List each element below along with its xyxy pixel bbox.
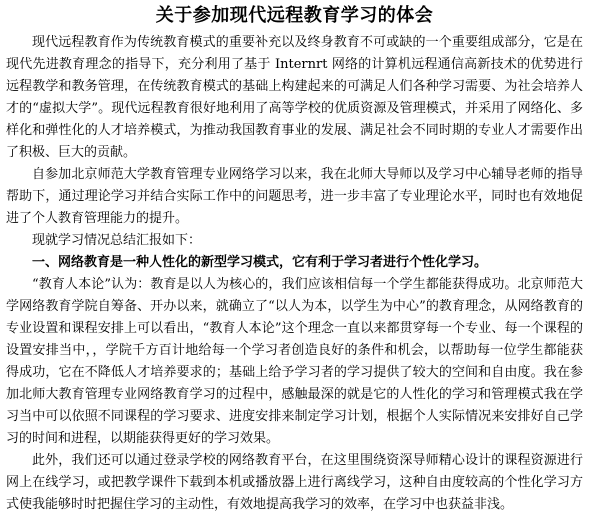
paragraph-summary-lead: 现就学习情况总结汇报如下：: [32, 233, 202, 248]
paragraph-study-background: 自参加北京师范大学教育管理专业网络学习以来，我在北师大导师以及学习中心辅导老师的指导帮助下，通过理论学习并结合实际工作中的问题思考，进一步丰富了专业理论水平，同时也有效地促进了个人教育管理能力的提升。: [6, 167, 583, 226]
section-heading-1: 一、网络教育是一种人性化的新型学习模式，它有利于学习者进行个性化学习。: [32, 255, 488, 270]
paragraph-intro: 现代远程教育作为传统教育模式的重要补充以及终身教育不可或缺的一个重要组成部分，它是在现代先进教育理念的指导下，充分利用了基于 Internrt 网络的计算机远程通信高新技术的优势进行远程教学和教务管理，在传统教育模式的基础上构建起来的可满足人们各种学习需要、为社会培养人才的“虚拟大学”。现代远程教育很好地利用了高等学校的优质资源及管理模式，并采用了网络化、多样化和弹性化的人才培养模式，为推动我国教育事业的发展、满足社会不同时期的专业人才需要作出了积极、巨大的贡献。: [6, 35, 583, 160]
paragraph-section1-more: 此外，我们还可以通过登录学校的网络教育平台，在这里围绕资深导师精心设计的课程资源进行网上在线学习，或把教学课件下载到本机或播放器上进行离线学习，这种自由度较高的个性化学习方式使我能够时时把握住学习的主动性，有效地提高我学习的效率，在学习中也获益非浅。: [6, 453, 583, 512]
document-title: 关于参加现代远程教育学习的体会: [155, 5, 434, 26]
paragraph-section1-body: “教育人本论”认为：教育是以人为核心的，我们应该相信每一个学生都能获得成功。北京师范大学网络教育学院自筹备、开办以来，就确立了“以人为本，以学生为中心”的教育理念，从网络教育的专业设置和课程安排上可以看出，“教育人本论”这个理念一直以来都贯穿每一个专业、每一个课程的设置安排当中，，学院千方百计地给每一个学习者创造良好的条件和机会，以帮助每一位学生都能获得成功，它在不降低人才培养要求的；基础上给予学习者的学习提供了较大的空间和自由度。我在参加北师大教育管理专业网络教育学习的过程中，感触最深的就是它的人性化的学习和管理模式我在学习当中可以依照不同课程的学习要求、进度安排来制定学习计划，根据个人实际情况来安排好自己学习的时间和进程，以期能获得更好的学习效果。: [6, 277, 583, 446]
